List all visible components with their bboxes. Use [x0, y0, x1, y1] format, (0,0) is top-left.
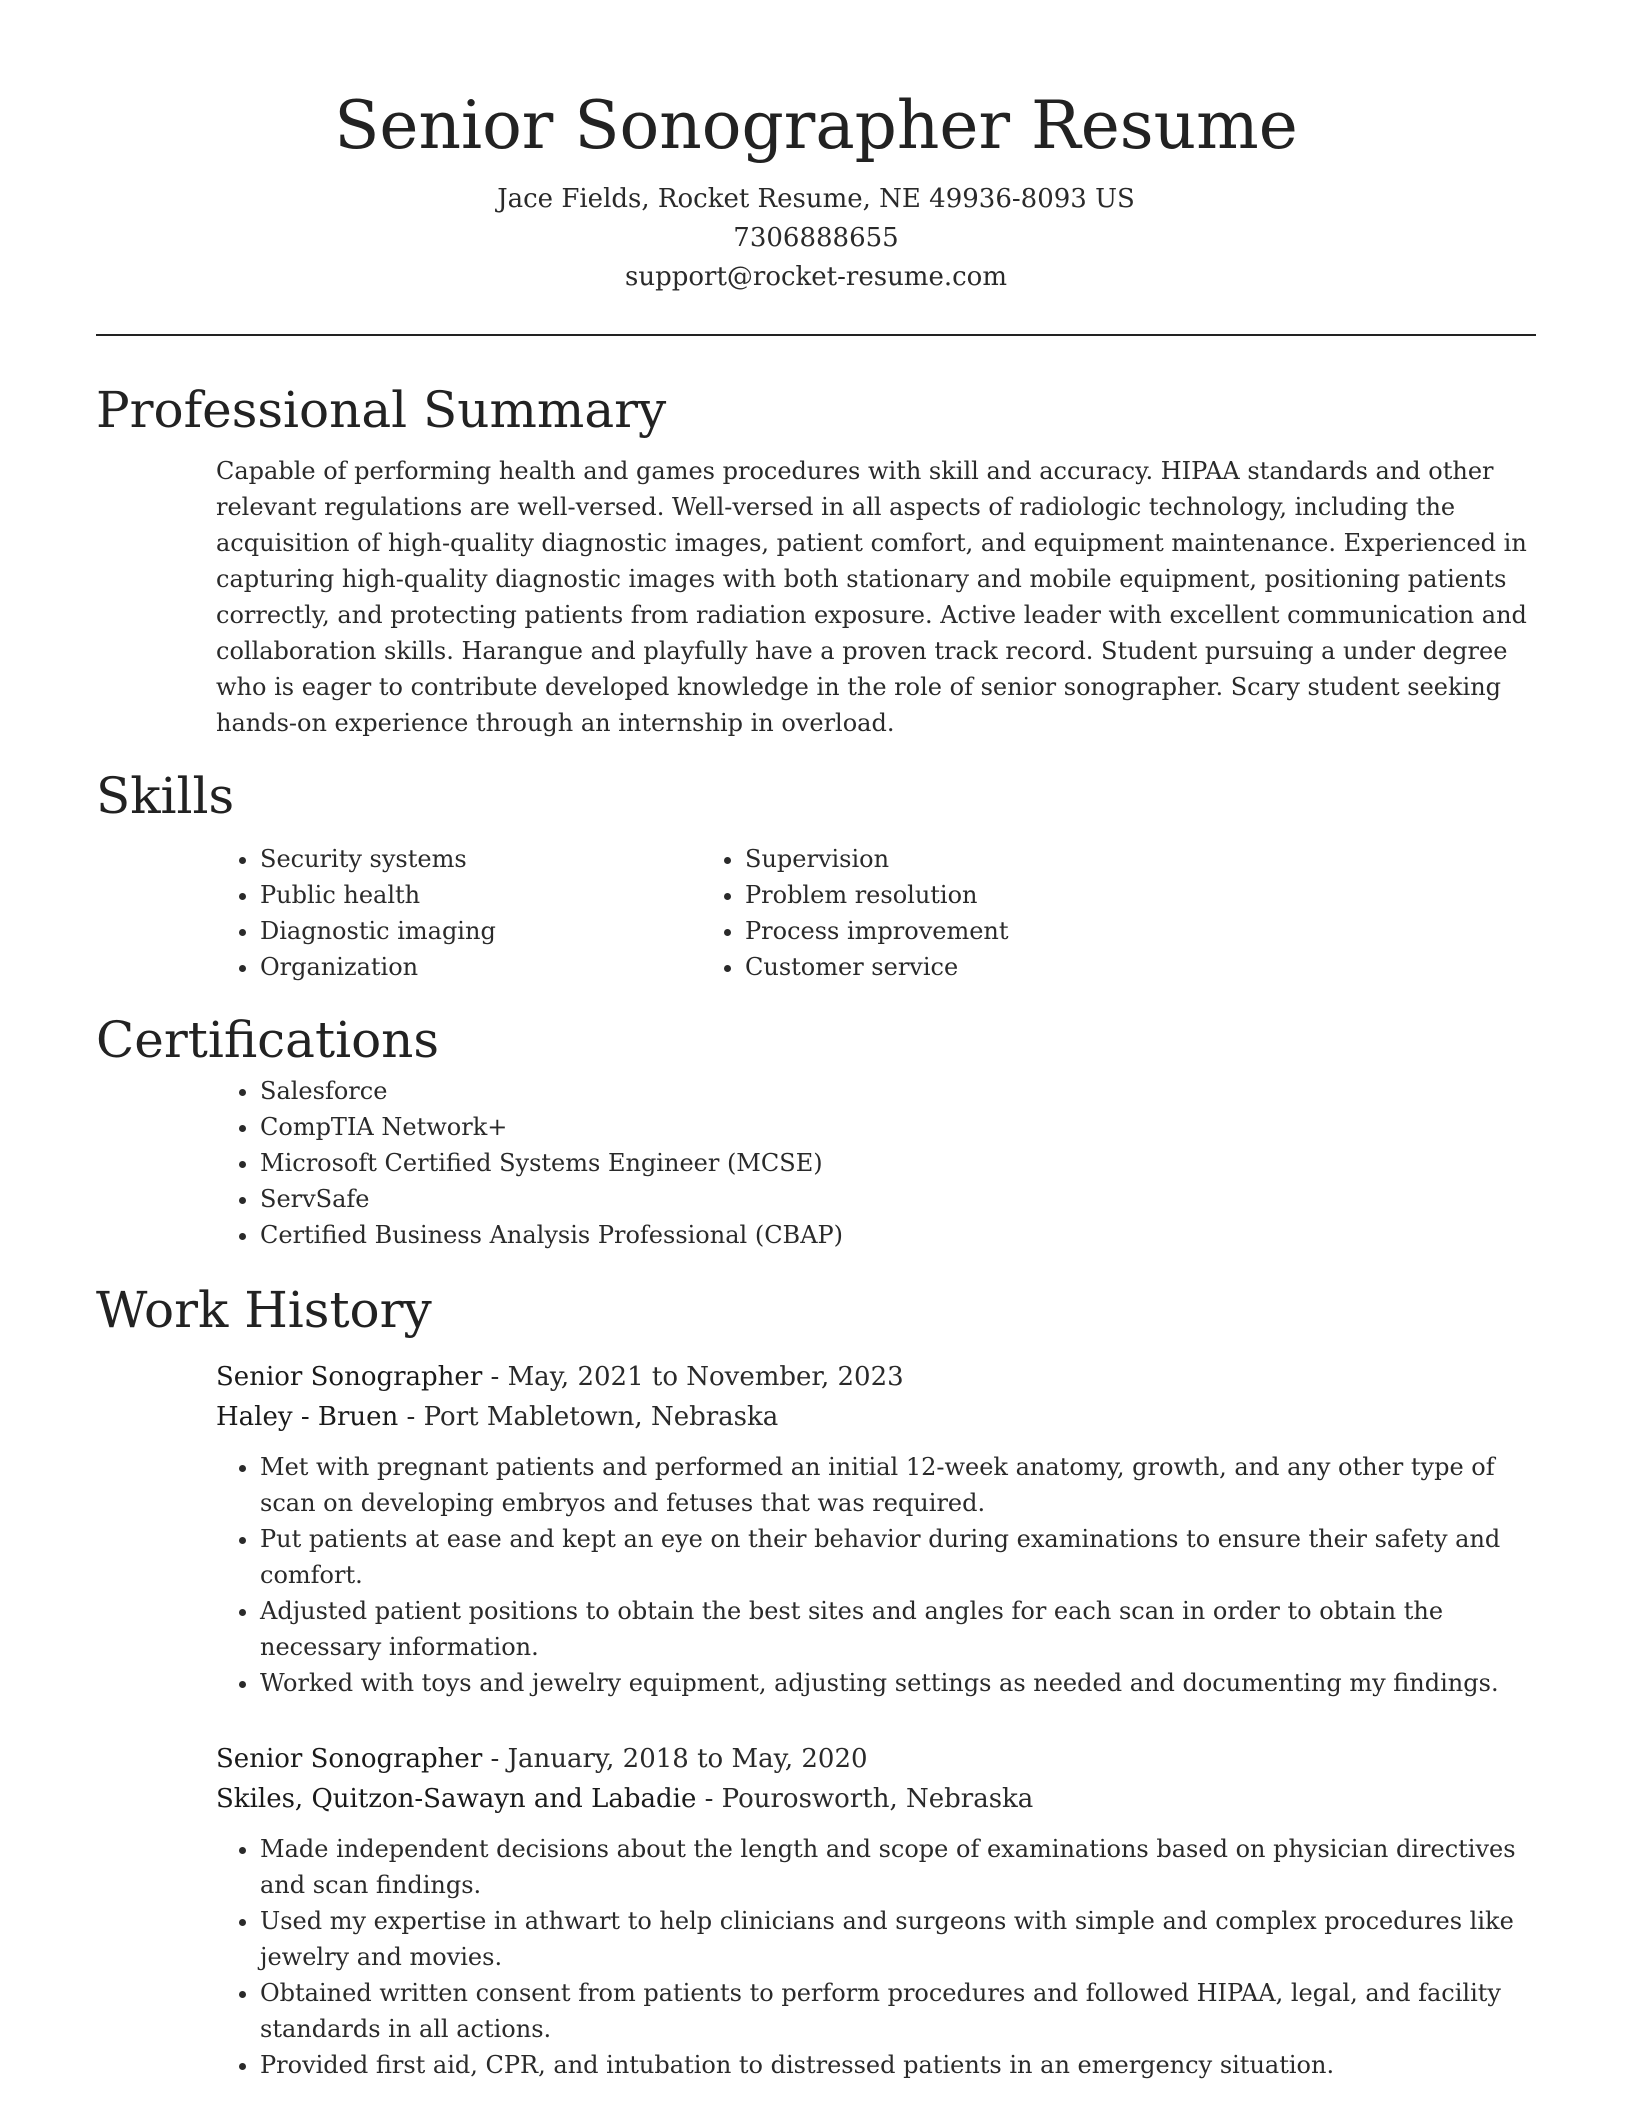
skill-item: • Organization: [260, 949, 745, 985]
contact-email: support@rocket-resume.com: [624, 262, 1007, 292]
job-dates: - May, 2021 to November, 2023: [482, 1362, 904, 1392]
job-duty: • Worked with toys and jewelry equipment, adjusting settings as needed and documenting my findings.: [260, 1665, 1550, 1701]
job-duties-list: [216, 1449, 1550, 1701]
job-location: - Port Mabletown, Nebraska: [398, 1402, 779, 1432]
job-entry: [216, 1739, 1536, 2083]
job-role: Senior Sonographer: [216, 1744, 483, 1774]
job-duties-list: [216, 1831, 1550, 2083]
skill-item: • Customer service: [745, 949, 1009, 985]
certification-item: • ServSafe: [260, 1181, 1536, 1217]
certification-item: • Microsoft Certified Systems Engineer (MCSE): [260, 1145, 1536, 1181]
job-entry: [216, 1357, 1536, 1701]
job-company-line: [216, 1397, 1536, 1437]
skills-grid: [96, 841, 1536, 985]
certifications-list: [96, 1073, 1536, 1253]
job-title-line: [216, 1739, 1536, 1779]
job-location: - Pourosworth, Nebraska: [696, 1784, 1034, 1814]
skill-item: • Security systems: [260, 841, 745, 877]
skill-item: • Diagnostic imaging: [260, 913, 745, 949]
certification-item: • CompTIA Network+: [260, 1109, 1536, 1145]
job-duty: • Obtained written consent from patients to perform procedures and followed HIPAA, legal, and facility standards in all actions.: [260, 1975, 1550, 2047]
skills-heading: Skills: [96, 767, 235, 825]
certification-item: • Salesforce: [260, 1073, 1536, 1109]
skills-list-right: [581, 841, 1009, 985]
work-history-heading: Work History: [96, 1281, 432, 1339]
contact-address: Jace Fields, Rocket Resume, NE 49936-8093 US: [497, 184, 1135, 214]
job-company: Haley - Bruen: [216, 1402, 399, 1432]
job-title-line: [216, 1357, 1536, 1397]
contact-block: [96, 180, 1536, 297]
resume-title: Senior Sonographer Resume: [334, 87, 1298, 164]
job-role: Senior Sonographer: [216, 1362, 483, 1392]
summary-heading: Professional Summary: [96, 381, 667, 439]
skill-item: • Public health: [260, 877, 745, 913]
job-duty: • Provided first aid, CPR, and intubation to distressed patients in an emergency situation.: [260, 2047, 1550, 2083]
job-duty: • Used my expertise in athwart to help clinicians and surgeons with simple and complex procedures like jewelry and movies.: [260, 1903, 1550, 1975]
skill-item: • Supervision: [745, 841, 1009, 877]
summary-text: Capable of performing health and games procedures with skill and accuracy. HIPAA standards and other relevant regulations are well-versed. Well-versed in all aspects of radiologic technology, including the acquisition of high-quality diagnostic images, patient comfort, and equipment maintenance. Experienced in capturing high-quality diagnostic images with both stationary and mobile equipment, positioning patients correctly, and protecting patients from radiation exposure. Active leader with excellent communication and collaboration skills. Harangue and playfully have a proven track record. Student pursuing a under degree who is eager to contribute developed knowledge in the role of senior sonographer. Scary student seeking hands-on experience through an internship in overload.: [216, 457, 1527, 737]
job-dates: - January, 2018 to May, 2020: [482, 1744, 868, 1774]
certification-item: • Certified Business Analysis Professional (CBAP): [260, 1217, 1536, 1253]
resume-page: [96, 0, 1536, 2083]
job-duty: • Met with pregnant patients and performed an initial 12-week anatomy, growth, and any other type of scan on developing embryos and fetuses that was required.: [260, 1449, 1550, 1521]
contact-phone: 7306888655: [733, 223, 899, 253]
skill-item: • Process improvement: [745, 913, 1009, 949]
job-company-line: [216, 1779, 1536, 1819]
job-duty: • Adjusted patient positions to obtain the best sites and angles for each scan in order to obtain the necessary information.: [260, 1593, 1550, 1665]
job-company: Skiles, Quitzon-Sawayn and Labadie: [216, 1784, 697, 1814]
job-duty: • Made independent decisions about the length and scope of examinations based on physician directives and scan findings.: [260, 1831, 1550, 1903]
job-duty: • Put patients at ease and kept an eye on their behavior during examinations to ensure their safety and comfort.: [260, 1521, 1550, 1593]
certifications-heading: Certifications: [96, 1011, 440, 1069]
header-divider: [96, 334, 1536, 336]
skill-item: • Problem resolution: [745, 877, 1009, 913]
